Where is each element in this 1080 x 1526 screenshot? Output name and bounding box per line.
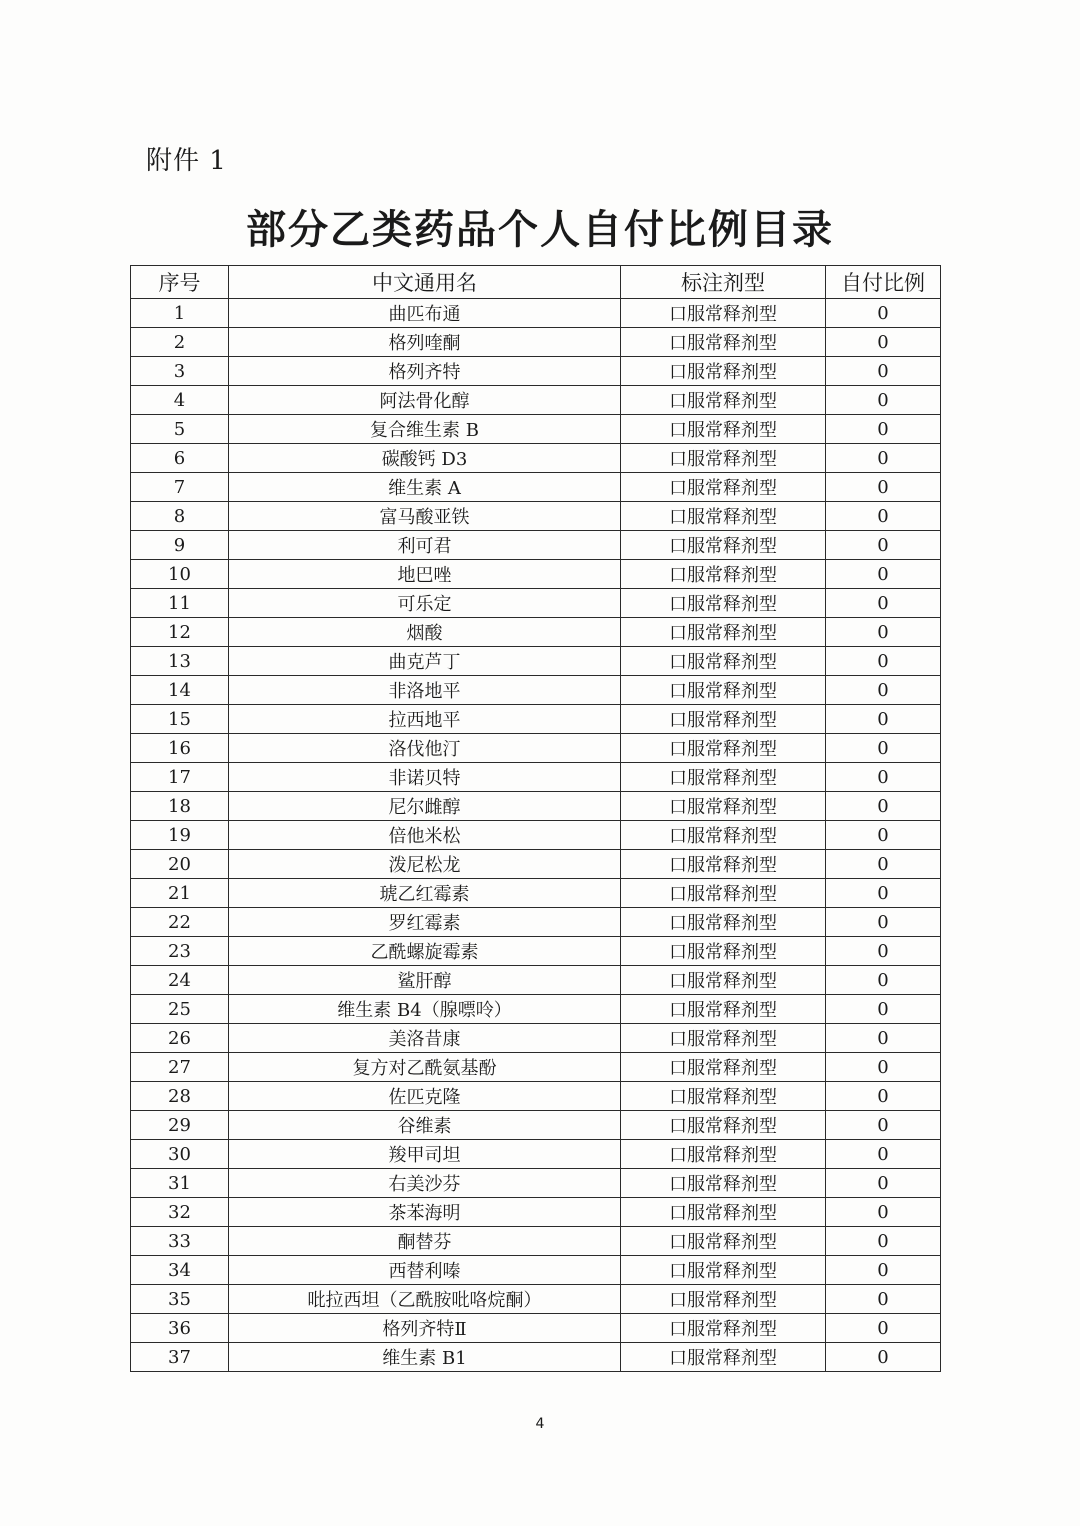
table-row (131, 1111, 941, 1140)
header-generic-name: 中文通用名 (229, 266, 621, 299)
serial-number-cell: 6 (131, 444, 229, 473)
serial-number-cell: 33 (131, 1227, 229, 1256)
serial-number-cell: 28 (131, 1082, 229, 1111)
generic-name-cell: 利可君 (229, 531, 621, 560)
dosage-form-cell: 口服常释剂型 (621, 734, 826, 763)
serial-number-cell: 20 (131, 850, 229, 879)
copay-ratio-cell: 0 (826, 676, 941, 705)
table-row (131, 1082, 941, 1111)
generic-name-cell: 泼尼松龙 (229, 850, 621, 879)
serial-number-cell: 27 (131, 1053, 229, 1082)
serial-number-cell: 12 (131, 618, 229, 647)
table-row (131, 1198, 941, 1227)
serial-number-cell: 36 (131, 1314, 229, 1343)
serial-number-cell: 7 (131, 473, 229, 502)
table-row (131, 299, 941, 328)
dosage-form-cell: 口服常释剂型 (621, 821, 826, 850)
table-row (131, 1053, 941, 1082)
document-title: 部分乙类药品个人自付比例目录 (246, 207, 834, 253)
table-row (131, 1343, 941, 1372)
dosage-form-cell: 口服常释剂型 (621, 1343, 826, 1372)
table-row (131, 879, 941, 908)
dosage-form-cell: 口服常释剂型 (621, 792, 826, 821)
serial-number-cell: 30 (131, 1140, 229, 1169)
dosage-form-cell: 口服常释剂型 (621, 473, 826, 502)
dosage-form-cell: 口服常释剂型 (621, 1140, 826, 1169)
table-row (131, 415, 941, 444)
copay-ratio-cell: 0 (826, 1082, 941, 1111)
table-row (131, 444, 941, 473)
table-row (131, 1169, 941, 1198)
table-row (131, 357, 941, 386)
serial-number-cell: 8 (131, 502, 229, 531)
copay-ratio-cell: 0 (826, 386, 941, 415)
dosage-form-cell: 口服常释剂型 (621, 386, 826, 415)
table-row (131, 386, 941, 415)
table-row (131, 589, 941, 618)
generic-name-cell: 西替利嗪 (229, 1256, 621, 1285)
copay-ratio-cell: 0 (826, 328, 941, 357)
dosage-form-cell: 口服常释剂型 (621, 589, 826, 618)
copay-ratio-cell: 0 (826, 763, 941, 792)
copay-ratio-cell: 0 (826, 966, 941, 995)
copay-ratio-cell: 0 (826, 850, 941, 879)
table-body (131, 299, 941, 1372)
table-row (131, 676, 941, 705)
generic-name-cell: 格列齐特Ⅱ (229, 1314, 621, 1343)
table-row (131, 792, 941, 821)
table-row (131, 1256, 941, 1285)
copay-ratio-cell: 0 (826, 995, 941, 1024)
serial-number-cell: 24 (131, 966, 229, 995)
dosage-form-cell: 口服常释剂型 (621, 328, 826, 357)
dosage-form-cell: 口服常释剂型 (621, 502, 826, 531)
dosage-form-cell: 口服常释剂型 (621, 879, 826, 908)
copay-ratio-cell: 0 (826, 1227, 941, 1256)
generic-name-cell: 乙酰螺旋霉素 (229, 937, 621, 966)
dosage-form-cell: 口服常释剂型 (621, 444, 826, 473)
table-row (131, 705, 941, 734)
copay-ratio-cell: 0 (826, 734, 941, 763)
dosage-form-cell: 口服常释剂型 (621, 1256, 826, 1285)
copay-ratio-cell: 0 (826, 908, 941, 937)
dosage-form-cell: 口服常释剂型 (621, 908, 826, 937)
generic-name-cell: 复方对乙酰氨基酚 (229, 1053, 621, 1082)
copay-ratio-cell: 0 (826, 618, 941, 647)
generic-name-cell: 可乐定 (229, 589, 621, 618)
generic-name-cell: 格列喹酮 (229, 328, 621, 357)
generic-name-cell: 洛伐他汀 (229, 734, 621, 763)
table-row (131, 937, 941, 966)
dosage-form-cell: 口服常释剂型 (621, 1169, 826, 1198)
serial-number-cell: 5 (131, 415, 229, 444)
table-row (131, 821, 941, 850)
generic-name-cell: 茶苯海明 (229, 1198, 621, 1227)
table-row (131, 908, 941, 937)
generic-name-cell: 美洛昔康 (229, 1024, 621, 1053)
table-row (131, 1024, 941, 1053)
dosage-form-cell: 口服常释剂型 (621, 1082, 826, 1111)
generic-name-cell: 佐匹克隆 (229, 1082, 621, 1111)
copay-ratio-cell: 0 (826, 1111, 941, 1140)
copay-ratio-cell: 0 (826, 560, 941, 589)
generic-name-cell: 罗红霉素 (229, 908, 621, 937)
copay-ratio-cell: 0 (826, 792, 941, 821)
dosage-form-cell: 口服常释剂型 (621, 676, 826, 705)
dosage-form-cell: 口服常释剂型 (621, 1024, 826, 1053)
serial-number-cell: 17 (131, 763, 229, 792)
serial-number-cell: 18 (131, 792, 229, 821)
table-row (131, 734, 941, 763)
table-row (131, 328, 941, 357)
copay-ratio-cell: 0 (826, 473, 941, 502)
generic-name-cell: 尼尔雌醇 (229, 792, 621, 821)
serial-number-cell: 4 (131, 386, 229, 415)
copay-ratio-cell: 0 (826, 502, 941, 531)
generic-name-cell: 羧甲司坦 (229, 1140, 621, 1169)
generic-name-cell: 琥乙红霉素 (229, 879, 621, 908)
copay-ratio-cell: 0 (826, 299, 941, 328)
dosage-form-cell: 口服常释剂型 (621, 415, 826, 444)
table-row (131, 1285, 941, 1314)
dosage-form-cell: 口服常释剂型 (621, 850, 826, 879)
generic-name-cell: 格列齐特 (229, 357, 621, 386)
generic-name-cell: 鲨肝醇 (229, 966, 621, 995)
table-row (131, 1314, 941, 1343)
generic-name-cell: 维生素 B4（腺嘌呤） (229, 995, 621, 1024)
copay-ratio-cell: 0 (826, 1053, 941, 1082)
serial-number-cell: 1 (131, 299, 229, 328)
page-number: 4 (535, 1416, 545, 1432)
serial-number-cell: 31 (131, 1169, 229, 1198)
copay-ratio-cell: 0 (826, 444, 941, 473)
serial-number-cell: 21 (131, 879, 229, 908)
annex-label: 附件 1 (146, 146, 227, 176)
serial-number-cell: 2 (131, 328, 229, 357)
copay-ratio-cell: 0 (826, 821, 941, 850)
copay-ratio-cell: 0 (826, 357, 941, 386)
copay-ratio-cell: 0 (826, 705, 941, 734)
generic-name-cell: 倍他米松 (229, 821, 621, 850)
serial-number-cell: 19 (131, 821, 229, 850)
dosage-form-cell: 口服常释剂型 (621, 1053, 826, 1082)
serial-number-cell: 10 (131, 560, 229, 589)
table-row (131, 1140, 941, 1169)
dosage-form-cell: 口服常释剂型 (621, 618, 826, 647)
copay-ratio-cell: 0 (826, 1198, 941, 1227)
dosage-form-cell: 口服常释剂型 (621, 966, 826, 995)
drug-catalog-table (130, 265, 941, 1372)
serial-number-cell: 29 (131, 1111, 229, 1140)
dosage-form-cell: 口服常释剂型 (621, 647, 826, 676)
serial-number-cell: 15 (131, 705, 229, 734)
copay-ratio-cell: 0 (826, 647, 941, 676)
generic-name-cell: 维生素 A (229, 473, 621, 502)
copay-ratio-cell: 0 (826, 937, 941, 966)
table-row (131, 966, 941, 995)
copay-ratio-cell: 0 (826, 1024, 941, 1053)
serial-number-cell: 16 (131, 734, 229, 763)
dosage-form-cell: 口服常释剂型 (621, 995, 826, 1024)
copay-ratio-cell: 0 (826, 1140, 941, 1169)
copay-ratio-cell: 0 (826, 1314, 941, 1343)
dosage-form-cell: 口服常释剂型 (621, 299, 826, 328)
dosage-form-cell: 口服常释剂型 (621, 560, 826, 589)
generic-name-cell: 非洛地平 (229, 676, 621, 705)
copay-ratio-cell: 0 (826, 1285, 941, 1314)
copay-ratio-cell: 0 (826, 589, 941, 618)
header-serial-number: 序号 (131, 266, 229, 299)
generic-name-cell: 吡拉西坦（乙酰胺吡咯烷酮） (229, 1285, 621, 1314)
serial-number-cell: 14 (131, 676, 229, 705)
copay-ratio-cell: 0 (826, 1169, 941, 1198)
table-header-row (131, 266, 941, 299)
serial-number-cell: 13 (131, 647, 229, 676)
generic-name-cell: 酮替芬 (229, 1227, 621, 1256)
generic-name-cell: 右美沙芬 (229, 1169, 621, 1198)
generic-name-cell: 地巴唑 (229, 560, 621, 589)
table-row (131, 763, 941, 792)
serial-number-cell: 3 (131, 357, 229, 386)
table-row (131, 473, 941, 502)
dosage-form-cell: 口服常释剂型 (621, 357, 826, 386)
generic-name-cell: 曲匹布通 (229, 299, 621, 328)
serial-number-cell: 11 (131, 589, 229, 618)
dosage-form-cell: 口服常释剂型 (621, 1227, 826, 1256)
serial-number-cell: 35 (131, 1285, 229, 1314)
dosage-form-cell: 口服常释剂型 (621, 763, 826, 792)
generic-name-cell: 阿法骨化醇 (229, 386, 621, 415)
table-row (131, 850, 941, 879)
generic-name-cell: 非诺贝特 (229, 763, 621, 792)
serial-number-cell: 37 (131, 1343, 229, 1372)
dosage-form-cell: 口服常释剂型 (621, 1285, 826, 1314)
table-row (131, 531, 941, 560)
serial-number-cell: 26 (131, 1024, 229, 1053)
serial-number-cell: 22 (131, 908, 229, 937)
serial-number-cell: 23 (131, 937, 229, 966)
table-row (131, 647, 941, 676)
header-copay-ratio: 自付比例 (826, 266, 941, 299)
copay-ratio-cell: 0 (826, 415, 941, 444)
table-row (131, 560, 941, 589)
generic-name-cell: 谷维素 (229, 1111, 621, 1140)
copay-ratio-cell: 0 (826, 1256, 941, 1285)
copay-ratio-cell: 0 (826, 531, 941, 560)
dosage-form-cell: 口服常释剂型 (621, 937, 826, 966)
dosage-form-cell: 口服常释剂型 (621, 1314, 826, 1343)
generic-name-cell: 维生素 B1 (229, 1343, 621, 1372)
table-row (131, 618, 941, 647)
table-row (131, 995, 941, 1024)
serial-number-cell: 25 (131, 995, 229, 1024)
serial-number-cell: 9 (131, 531, 229, 560)
serial-number-cell: 32 (131, 1198, 229, 1227)
dosage-form-cell: 口服常释剂型 (621, 705, 826, 734)
generic-name-cell: 碳酸钙 D3 (229, 444, 621, 473)
copay-ratio-cell: 0 (826, 879, 941, 908)
generic-name-cell: 富马酸亚铁 (229, 502, 621, 531)
copay-ratio-cell: 0 (826, 1343, 941, 1372)
table-row (131, 1227, 941, 1256)
table-row (131, 502, 941, 531)
serial-number-cell: 34 (131, 1256, 229, 1285)
dosage-form-cell: 口服常释剂型 (621, 1111, 826, 1140)
generic-name-cell: 拉西地平 (229, 705, 621, 734)
generic-name-cell: 曲克芦丁 (229, 647, 621, 676)
dosage-form-cell: 口服常释剂型 (621, 531, 826, 560)
dosage-form-cell: 口服常释剂型 (621, 1198, 826, 1227)
header-dosage-form: 标注剂型 (621, 266, 826, 299)
generic-name-cell: 复合维生素 B (229, 415, 621, 444)
generic-name-cell: 烟酸 (229, 618, 621, 647)
